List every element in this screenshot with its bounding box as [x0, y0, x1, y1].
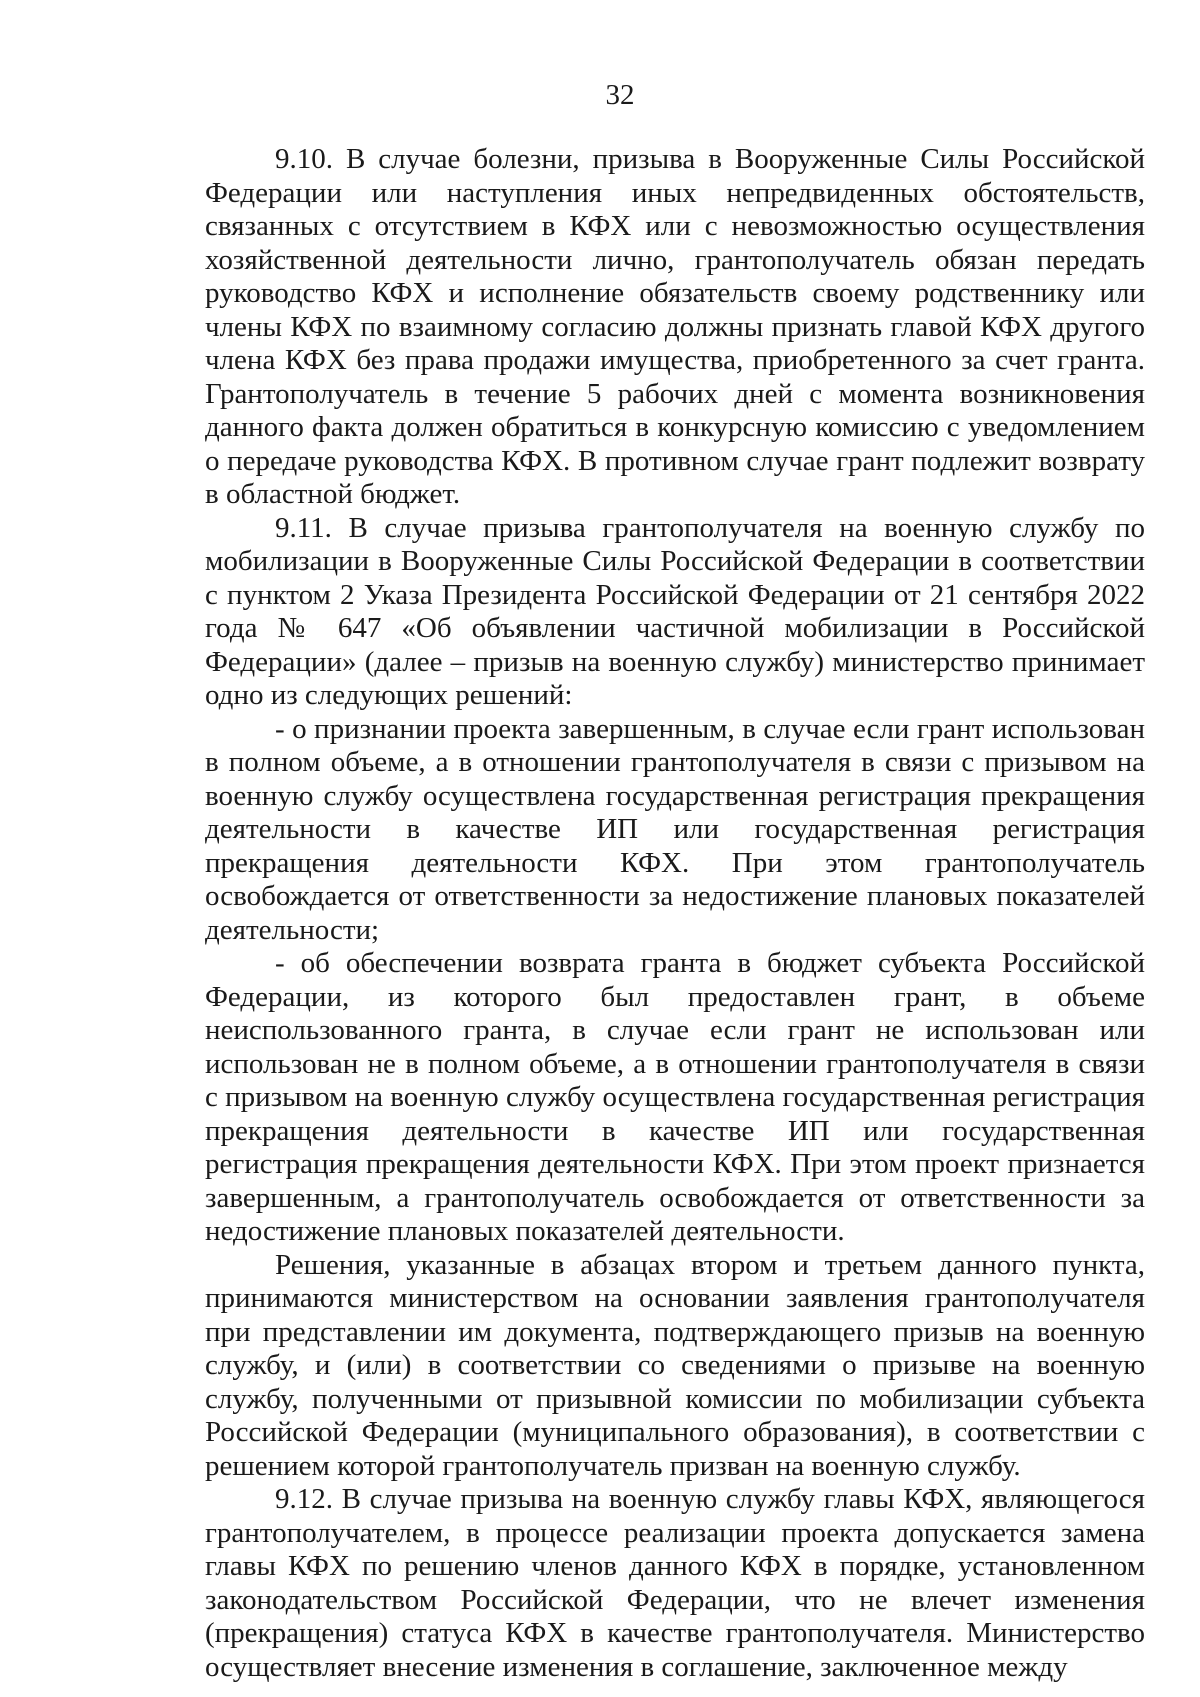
paragraph-decision-refund: - об обеспечении возврата гранта в бюджет субъекта Российской Федерации, из которого был предоставлен грант, в объеме неиспользованного гранта, в случае если грант не использован или использован не в полном объеме, а в отношении грантополучателя в связи с призывом на военную службу осуществлена государственная регистрация прекращения деятельности в качестве ИП или государственная регистрация прекращения деятельности КФХ. При этом проект признается завершенным, а грантополучатель освобождается от ответственности за недостижение плановых показателей деятельности. — [205, 947, 1146, 1247]
paragraph-decision-completed: - о признании проекта завершенным, в случае если грант использован в полном объеме, а в отношении грантополучателя в связи с призывом на военную службу осуществлена государственная регистрация прекращения деятельности в качестве ИП или государственная регистрация прекращения деятельности КФХ. При этом грантополучатель освобождается от ответственности за недостижение плановых показателей деятельности; — [205, 712, 1145, 946]
paragraph-9-12: 9.12. В случае призыва на военную службу главы КФХ, являющегося грантополучателем, в процессе реализации проекта допускается замена главы КФХ по решению членов данного КФХ в порядке, установленном законодательством Российской Федерации, что не влечет изменения (прекращения) статуса КФХ в качестве грантополучателя. Министерство осуществляет внесение изменения в соглашение, заключенное между — [205, 1483, 1145, 1683]
document-body — [205, 143, 1145, 1684]
page-number: 32 — [605, 79, 635, 111]
paragraph-9-10: 9.10. В случае болезни, призыва в Вооруженные Силы Российской Федерации или наступления иных непредвиденных обстоятельств, связанных с отсутствием в КФХ или с невозможностью осуществления хозяйственной деятельности лично, грантополучатель обязан передать руководство КФХ и исполнение обязательств своему родственнику или члены КФХ по взаимному согласию должны признать главой КФХ другого члена КФХ без права продажи имущества, приобретенного за счет гранта. Грантополучатель в течение 5 рабочих дней с момента возникновения данного факта должен обратиться в конкурсную комиссию с уведомлением о передаче руководства КФХ. В противном случае грант подлежит возврату в областной бюджет. — [205, 143, 1145, 510]
paragraph-decisions-basis: Решения, указанные в абзацах втором и третьем данного пункта, принимаются министерством на основании заявления грантополучателя при представлении им документа, подтверждающего призыв на военную службу, и (или) в соответствии со сведениями о призыве на военную службу, полученными от призывной комиссии по мобилизации субъекта Российской Федерации (муниципального образования), в соответствии с решением которой грантополучатель призван на военную службу. — [205, 1248, 1145, 1482]
paragraph-9-11: 9.11. В случае призыва грантополучателя на военную службу по мобилизации в Вооруженные Силы Российской Федерации в соответствии с пунктом 2 Указа Президента Российской Федерации от 21 сентября 2022 года № 647 «Об объявлении частичной мобилизации в Российской Федерации» (далее – призыв на военную службу) министерство принимает одно из следующих решений: — [205, 511, 1145, 711]
